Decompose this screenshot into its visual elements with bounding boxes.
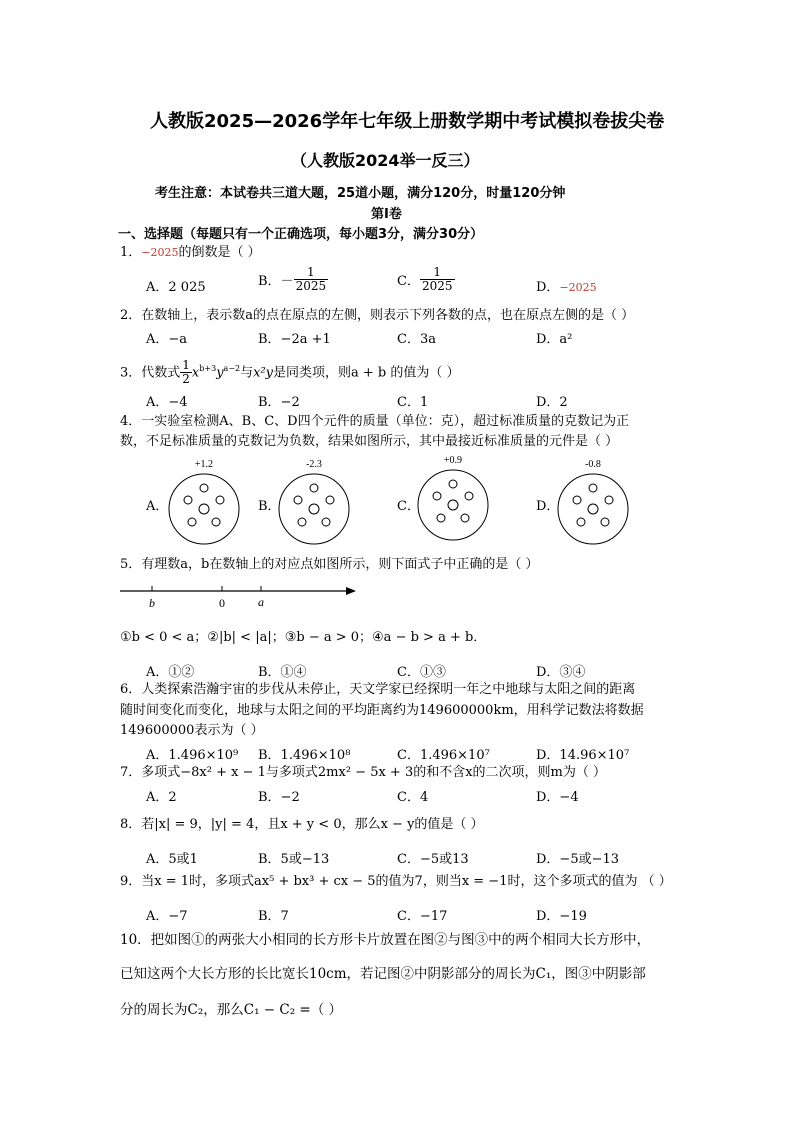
question-1-option-b <box>258 266 328 293</box>
question-6-option-c: C．1.496×10⁷ <box>397 748 490 763</box>
question-7-stem: 7．多项式−8x² + x − 1与多项式2mx² − 5x + 3的和不含x的二次项，则m为（ ） <box>120 765 607 780</box>
question-5-statements: ①b < 0 < a；②|b| < |a|；③b − a > 0；④a − b > a + b． <box>120 630 487 645</box>
question-4-figure-d <box>553 454 633 554</box>
question-10-line-3: 分的周长为C₂，那么C₁ − C₂ =（ ） <box>120 1002 343 1018</box>
component-b-hole <box>322 518 330 526</box>
question-5-number-line <box>118 580 363 612</box>
component-c-hole <box>433 492 441 500</box>
question-3-option-d: D．2 <box>536 395 568 410</box>
question-5-stem: 5．有理数a，b在数轴上的对应点如图所示，则下面式子中正确的是（ ） <box>120 557 539 572</box>
question-3-option-a: A．−4 <box>146 395 188 410</box>
question-5-option-a: A．①② <box>146 665 195 680</box>
question-3-option-b: B．−2 <box>258 395 300 410</box>
component-a-hole <box>200 484 208 492</box>
question-9-option-c: C．−17 <box>397 909 448 924</box>
number-line-arrow <box>346 587 356 595</box>
question-3-exp-x: b+3 <box>199 364 217 373</box>
question-7-option-d: D．−4 <box>536 790 579 805</box>
question-9-option-a: A．−7 <box>146 909 188 924</box>
question-1-option-b-prefix: B．－ <box>258 274 294 289</box>
question-9-option-d: D．−19 <box>536 909 587 924</box>
page-title: 人教版2025—2026学年七年级上册数学期中考试模拟卷拔尖卷 <box>150 111 665 132</box>
question-10-line-1: 10．把如图①的两张大小相同的长方形卡片放置在图②与图③中的两个相同大长方形中， <box>120 932 651 948</box>
question-7-option-b: B．−2 <box>258 790 300 805</box>
question-6-line-2: 随时间变化而变化，地球与太阳之间的平均距离约为149600000km，用科学记数法将数据 <box>120 703 644 718</box>
fraction-numerator: 1 <box>294 266 329 280</box>
question-1-option-a: A．2 025 <box>146 280 206 295</box>
question-1-text: 的倒数是（ ） <box>178 245 261 260</box>
question-2-stem: 2．在数轴上，表示数a的点在原点的左侧，则表示下列各数的点，也在原点左侧的是（ ） <box>120 308 635 323</box>
component-a-center <box>199 504 209 514</box>
question-3-option-c: C．1 <box>397 395 429 410</box>
component-b-center <box>309 504 319 514</box>
component-b-hole <box>310 484 318 492</box>
component-d-hole <box>605 496 613 504</box>
fraction-numerator: 1 <box>182 358 190 373</box>
component-a-value: +1.2 <box>194 459 214 470</box>
component-c-hole <box>449 480 457 488</box>
component-d-hole <box>577 518 585 526</box>
component-b-hole <box>294 496 302 504</box>
question-6-line-3: 149600000表示为（ ） <box>120 723 264 738</box>
question-1-option-d-prefix: D． <box>536 280 560 295</box>
component-d-hole <box>573 496 581 504</box>
question-9-stem: 9．当x = 1时，多项式ax⁵ + bx³ + cx − 5的值为7，则当x = −1时，这个多项式的值为 （ ） <box>120 874 672 889</box>
component-d-center <box>588 504 598 514</box>
question-1-option-b-fraction <box>294 266 329 293</box>
component-a-hole <box>216 496 224 504</box>
question-4-option-a-label: A． <box>146 499 169 514</box>
component-d-hole <box>601 518 609 526</box>
question-3-var-y: y <box>216 365 224 381</box>
component-c-value: +0.9 <box>443 455 463 466</box>
component-c-hole <box>437 514 445 522</box>
question-1-option-c-fraction <box>420 266 455 293</box>
question-9-option-b: B．7 <box>258 909 289 924</box>
fraction-denominator: 2025 <box>421 279 453 293</box>
fraction-denominator: 2025 <box>295 279 327 293</box>
component-a-hole <box>212 518 220 526</box>
component-d-value: -0.8 <box>585 459 601 470</box>
fraction-denominator: 2 <box>182 372 190 387</box>
question-3-term: x²y <box>253 365 274 381</box>
component-b-value: -2.3 <box>306 459 322 470</box>
question-4-option-c-label: C． <box>397 499 420 514</box>
volume-heading: 第Ⅰ卷 <box>371 207 402 222</box>
question-6-line-1: 6．人类探索浩瀚宇宙的步伐从未停止，天文学家已经探明一年之中地球与太阳之间的距离 <box>120 682 636 697</box>
question-3-suffix: 是同类项，则a + b 的值为（ ） <box>273 365 460 381</box>
question-4-figure-a <box>164 454 244 554</box>
question-8-option-d: D．−5或−13 <box>536 852 620 867</box>
question-4-line-2: 数，不足标准质量的克数记为负数，结果如图所示，其中最接近标准质量的元件是（ ） <box>120 434 619 449</box>
question-1-option-d-value: −2025 <box>559 281 597 294</box>
question-3-stem <box>120 352 460 390</box>
label-zero: 0 <box>219 596 225 610</box>
question-2-option-d: D．a² <box>536 332 573 347</box>
question-3-fraction <box>180 359 192 386</box>
component-c-center <box>448 500 458 510</box>
question-5-option-d: D．③④ <box>536 665 586 680</box>
question-5-option-b: B．①④ <box>258 665 307 680</box>
question-8-option-a: A．5或1 <box>146 852 198 867</box>
question-1-number: 1． <box>120 245 142 260</box>
question-3-exp-y: a−2 <box>223 364 241 373</box>
question-3-var-x: x <box>191 365 200 381</box>
question-7-option-a: A．2 <box>146 790 177 805</box>
question-10-line-2: 已知这两个大长方形的长比宽长10cm，若记图②中阴影部分的周长为C₁，图③中阴影部 <box>120 966 646 982</box>
component-b-hole <box>326 496 334 504</box>
question-8-option-b: B．5或−13 <box>258 852 330 867</box>
page-subtitle: （人教版2024举一反三） <box>291 151 480 170</box>
label-b: b <box>149 596 155 610</box>
question-2-option-a: A．−a <box>146 332 188 347</box>
question-2-option-c: C．3a <box>397 332 436 347</box>
question-4-option-b-label: B． <box>258 499 281 514</box>
question-6-option-d: D．14.96×10⁷ <box>536 748 630 763</box>
question-1-option-c-prefix: C． <box>397 274 420 289</box>
question-5-option-c: C．①③ <box>397 665 446 680</box>
component-a-hole <box>184 496 192 504</box>
question-1-option-d <box>536 276 597 295</box>
label-a: a <box>258 595 264 609</box>
question-4-figure-b <box>274 454 354 554</box>
question-3-mid: 与 <box>240 365 254 381</box>
component-c-hole <box>461 514 469 522</box>
component-c-hole <box>465 492 473 500</box>
question-8-stem: 8．若|x| = 9，|y| = 4，且x + y < 0，那么x − y的值是（ ） <box>120 817 484 832</box>
question-8-option-c: C．−5或13 <box>397 852 469 867</box>
question-6-option-a: A．1.496×10⁹ <box>146 748 239 763</box>
question-6-option-b: B．1.496×10⁸ <box>258 748 351 763</box>
question-4-option-d-label: D． <box>536 499 560 514</box>
question-3-prefix: 3．代数式 <box>120 365 181 381</box>
exam-notice: 考生注意：本试卷共三道大题，25道小题，满分120分，时量120分钟 <box>155 186 566 201</box>
question-1-value: −2025 <box>141 246 179 259</box>
fraction-numerator: 1 <box>420 266 455 280</box>
component-a-hole <box>188 518 196 526</box>
component-d-hole <box>589 484 597 492</box>
question-4-line-1: 4．一实验室检测A、B、C、D四个元件的质量（单位：克），超过标准质量的克数记为正 <box>120 414 630 429</box>
question-7-option-c: C．4 <box>397 790 429 805</box>
question-4-figure-c <box>413 450 493 550</box>
section-heading: 一、选择题（每题只有一个正确选项，每小题3分，满分30分） <box>118 227 484 242</box>
question-2-option-b: B．−2a +1 <box>258 332 331 347</box>
question-1-stem <box>120 245 261 261</box>
component-b-hole <box>298 518 306 526</box>
question-1-option-c <box>397 266 455 293</box>
